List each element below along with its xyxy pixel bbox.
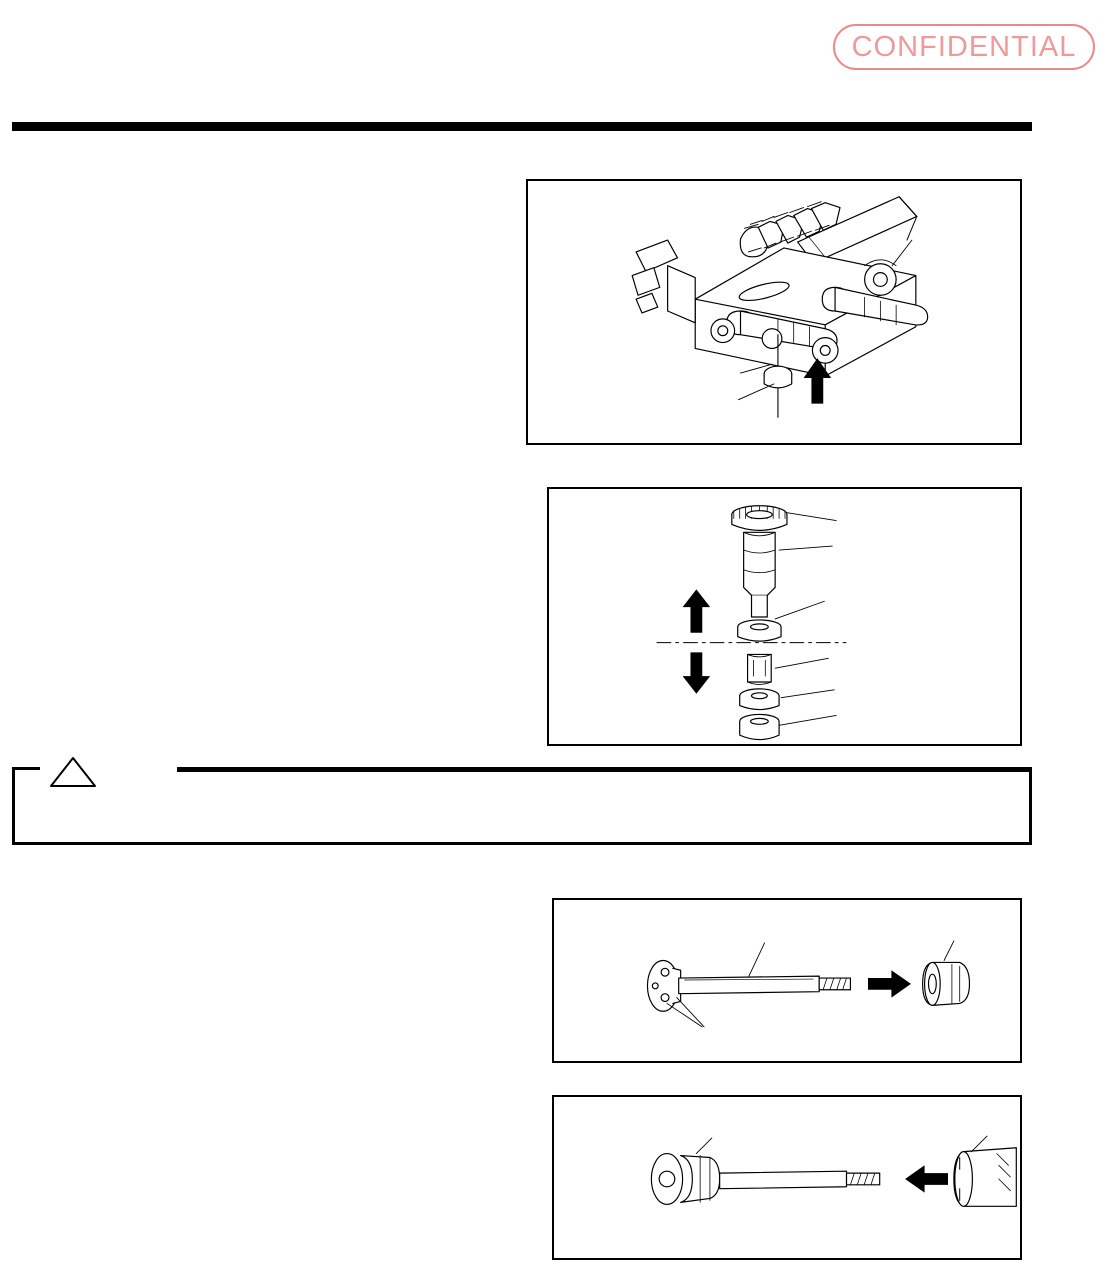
bushing-part — [748, 654, 772, 684]
left-bracket — [632, 240, 695, 323]
sleeve-tool-part — [954, 1148, 1016, 1207]
direction-arrows — [683, 589, 711, 693]
figure-shaft-bushing-install — [552, 898, 1022, 1063]
note-bottom-rule — [12, 842, 1032, 845]
note-body-frame — [177, 767, 1032, 845]
shaft-part — [744, 532, 776, 617]
figure-shaft-sleeve-install — [552, 1095, 1022, 1260]
assembled-head-part — [651, 1154, 719, 1205]
washer-part — [738, 620, 781, 641]
note-left-rule — [12, 767, 40, 770]
caution-note-block — [12, 767, 1032, 845]
top-horizontal-rule — [12, 122, 1032, 131]
long-shaft-part — [720, 1171, 880, 1189]
lower-washer-part — [740, 689, 779, 710]
bushing-part — [923, 962, 970, 1005]
leader-lines — [696, 1136, 987, 1154]
end-cap-part — [740, 714, 779, 739]
leader-lines — [775, 513, 836, 726]
flange-part — [647, 960, 680, 1011]
assembly-arrow — [905, 1165, 948, 1192]
figure-roller-shaft-exploded-view — [547, 487, 1022, 746]
long-shaft-part — [679, 976, 851, 994]
assembly-arrow — [868, 970, 911, 997]
warning-triangle-icon — [48, 755, 98, 789]
confidential-stamp-label: CONFIDENTIAL — [851, 30, 1077, 63]
gear-part — [732, 506, 787, 531]
figure-developer-unit-assembly — [526, 179, 1022, 445]
confidential-stamp — [833, 24, 1095, 70]
note-left-edge — [12, 767, 15, 845]
